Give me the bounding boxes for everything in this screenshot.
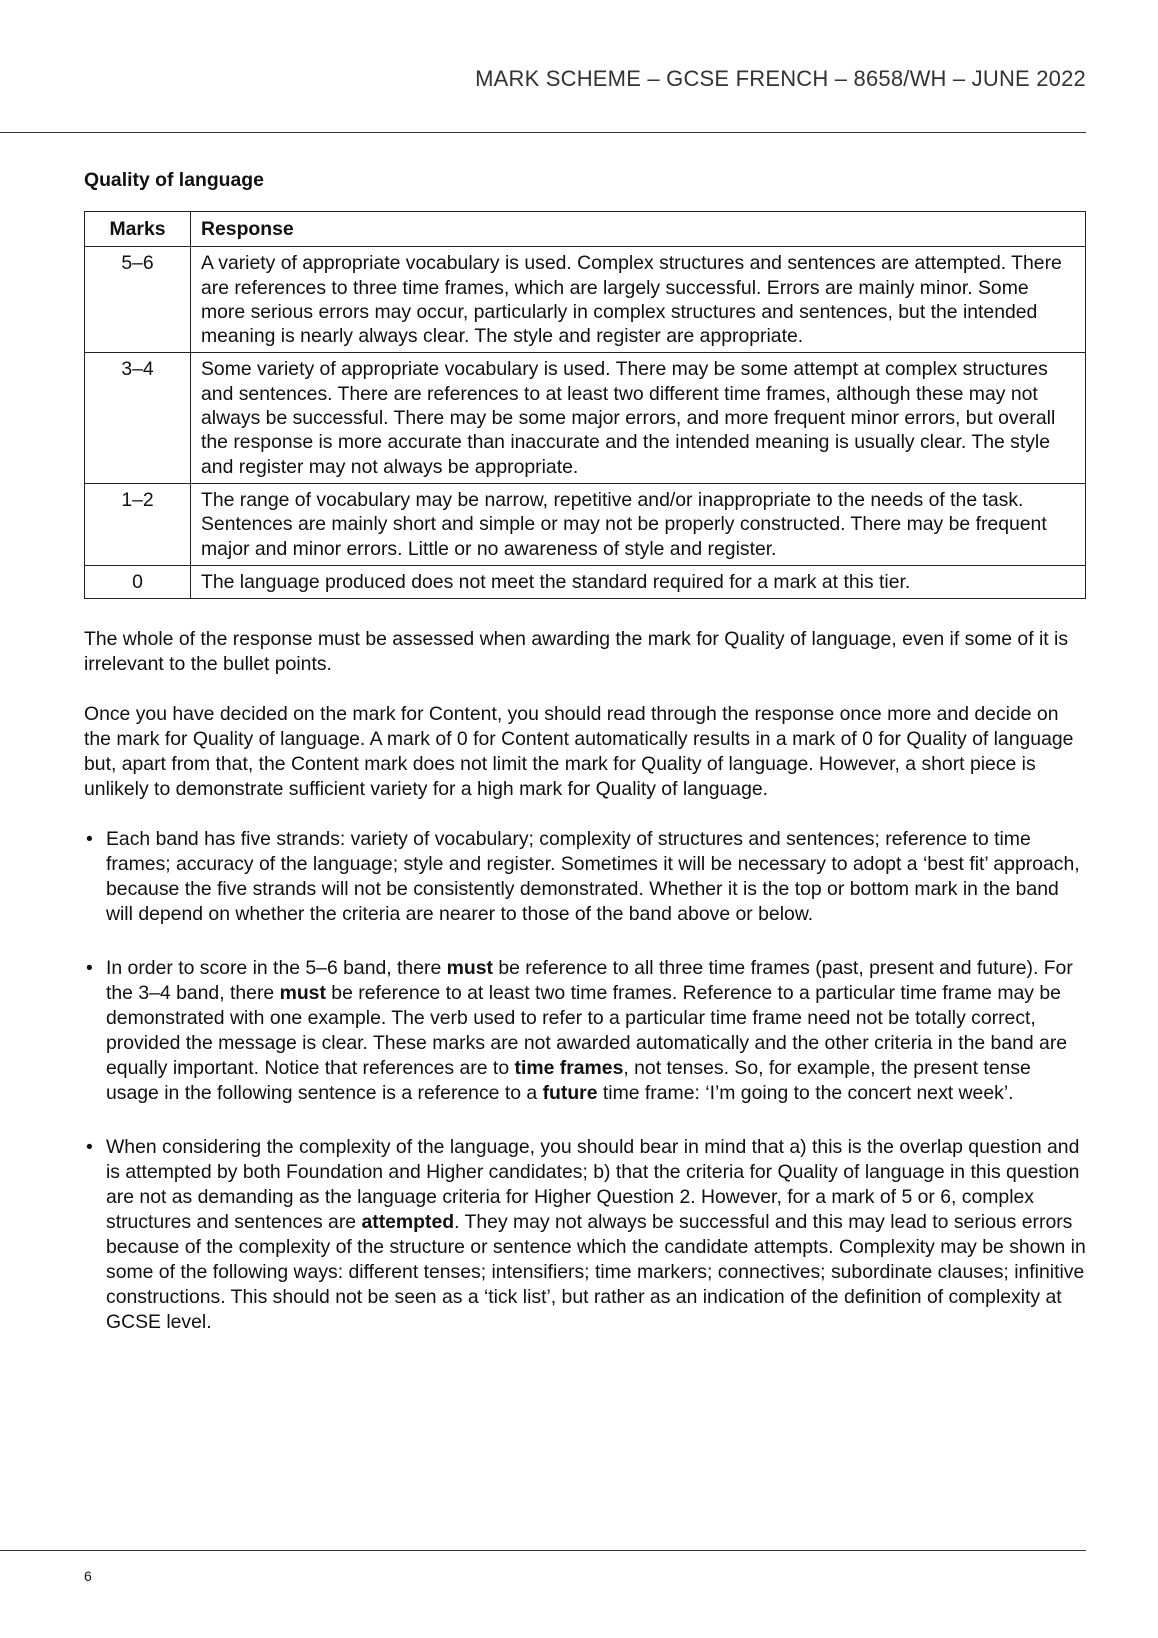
marks-cell: 5–6 (85, 247, 191, 353)
paragraph-content-mark: Once you have decided on the mark for Content, you should read through the response once more and decide on the mark for Quality of language. A mark of 0 for Content automatically results in a mark of 0 for Quality of language but, apart from that, the Content mark does not limit the mark for Quality of language. However, a short piece is unlikely to demonstrate sufficient variety for a high mark for Quality of language. (84, 703, 1074, 801)
bullet-text: In order to score in the 5–6 band, there must be reference to all three time frames (past, present and future). For the 3–4 band, there must be reference to at least two time frames. Reference to a particular time frame may be demonstrated with one example. The verb used to refer to a particular time frame need not be totally correct, provided the message is clear. These marks are not awarded automatically and the other criteria in the band are equally important. Notice that references are to time frames, not tenses. So, for example, the present tense usage in the following sentence is a reference to a future time frame: ‘I’m going to the concert next week’. (106, 957, 1073, 1105)
list-item (84, 1135, 1086, 1335)
paragraph-whole-response: The whole of the response must be assessed when awarding the mark for Quality of language, even if some of it is irrelevant to the bullet points. (84, 628, 1069, 676)
emphasis-text: must (446, 957, 493, 980)
footer-divider (0, 1550, 1086, 1551)
page-header-title: MARK SCHEME – GCSE FRENCH – 8658/WH – JUNE 2022 (475, 66, 1086, 91)
table-row (85, 247, 1086, 353)
emphasis-text: future (542, 1082, 598, 1105)
bullet-icon: • (86, 828, 93, 851)
marks-cell: 0 (85, 565, 191, 598)
table-row (85, 483, 1086, 565)
response-cell: A variety of appropriate vocabulary is used. Complex structures and sentences are attempted. There are references to three time frames, which are largely successful. Errors are mainly minor. Some more serious errors may occur, particularly in complex structures and sentences, but the intended meaning is nearly always clear. The style and register are appropriate. (191, 247, 1086, 353)
page-number: 6 (84, 1568, 92, 1584)
emphasis-text: attempted (361, 1211, 455, 1234)
guidance-bullet-list (84, 827, 1086, 1335)
response-cell: The language produced does not meet the standard required for a mark at this tier. (191, 565, 1086, 598)
table-header-row (85, 212, 1086, 247)
quality-of-language-table (84, 211, 1086, 599)
response-cell: The range of vocabulary may be narrow, repetitive and/or inappropriate to the needs of the task. Sentences are mainly short and simple or may not be properly constructed. There may be frequent major and minor errors. Little or no awareness of style and register. (191, 483, 1086, 565)
table-row (85, 353, 1086, 483)
response-cell: Some variety of appropriate vocabulary is used. There may be some attempt at complex structures and sentences. There are references to at least two different time frames, although these may not always be successful. There may be some major errors, and more frequent minor errors, but overall the response is more accurate than inaccurate and the intended meaning is usually clear. The style and register may not always be appropriate. (191, 353, 1086, 483)
marks-cell: 1–2 (85, 483, 191, 565)
response-column-header: Response (191, 212, 1086, 247)
table-row (85, 565, 1086, 598)
list-item (84, 956, 1086, 1106)
bullet-icon: • (86, 1136, 93, 1159)
emphasis-text: must (279, 982, 326, 1005)
main-content (84, 168, 1086, 1364)
bullet-text: Each band has five strands: variety of vocabulary; complexity of structures and sentences; reference to time frames; accuracy of the language; style and register. Sometimes it will be necessary to adopt a ‘best fit’ approach, because the five strands will not be consistently demonstrated. Whether it is the top or bottom mark in the band will depend on whether the criteria are nearer to those of the band above or below. (106, 828, 1080, 926)
marks-cell: 3–4 (85, 353, 191, 483)
emphasis-text: time frames (514, 1057, 624, 1080)
list-item (84, 827, 1086, 927)
section-title: Quality of language (84, 169, 264, 191)
bullet-icon: • (86, 957, 93, 980)
bullet-text: When considering the complexity of the language, you should bear in mind that a) this is the overlap question and is attempted by both Foundation and Higher candidates; b) that the criteria for Quality of language in this question are not as demanding as the language criteria for Higher Question 2. However, for a mark of 5 or 6, complex structures and sentences are attempted. They may not always be successful and this may lead to serious errors because of the complexity of the structure or sentence which the candidate attempts. Complexity may be shown in some of the following ways: different tenses; intensifiers; time markers; connectives; subordinate clauses; infinitive constructions. This should not be seen as a ‘tick list’, but rather as an indication of the definition of complexity at GCSE level. (106, 1136, 1086, 1334)
marks-column-header: Marks (85, 212, 191, 247)
header-divider (0, 132, 1086, 133)
